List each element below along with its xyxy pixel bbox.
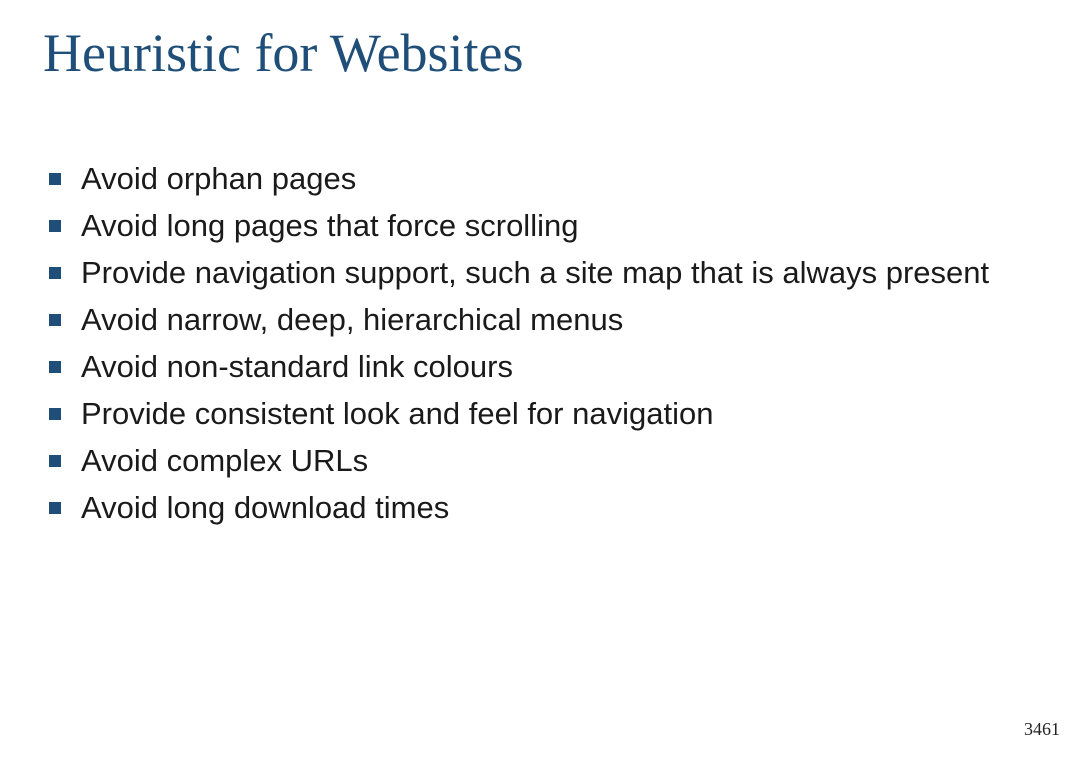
bullet-item	[0, 443, 1080, 479]
bullet-text: Avoid non-standard link colours	[81, 349, 513, 384]
square-bullet-icon	[49, 455, 61, 467]
page-number: 3461	[1024, 719, 1060, 739]
bullet-item	[0, 161, 1080, 197]
bullet-item	[0, 255, 1080, 291]
square-bullet-icon	[49, 314, 61, 326]
square-bullet-icon	[49, 408, 61, 420]
bullet-text: Provide navigation support, such a site map that is always present	[81, 255, 990, 290]
bullet-item	[0, 396, 1080, 432]
bullet-text: Avoid long pages that force scrolling	[81, 208, 579, 243]
bullet-item	[0, 302, 1080, 338]
bullet-text: Avoid orphan pages	[81, 161, 357, 196]
bullet-text: Provide consistent look and feel for navigation	[81, 396, 714, 431]
bullet-item	[0, 490, 1080, 526]
square-bullet-icon	[49, 173, 61, 185]
square-bullet-icon	[49, 502, 61, 514]
slide-title: Heuristic for Websites	[43, 23, 524, 83]
square-bullet-icon	[49, 361, 61, 373]
bullet-item	[0, 349, 1080, 385]
bullet-text: Avoid complex URLs	[81, 443, 369, 478]
square-bullet-icon	[49, 220, 61, 232]
square-bullet-icon	[49, 267, 61, 279]
bullet-text: Avoid long download times	[81, 490, 450, 525]
bullet-text: Avoid narrow, deep, hierarchical menus	[81, 302, 624, 337]
bullet-item	[0, 208, 1080, 244]
bullet-list	[0, 161, 1080, 537]
